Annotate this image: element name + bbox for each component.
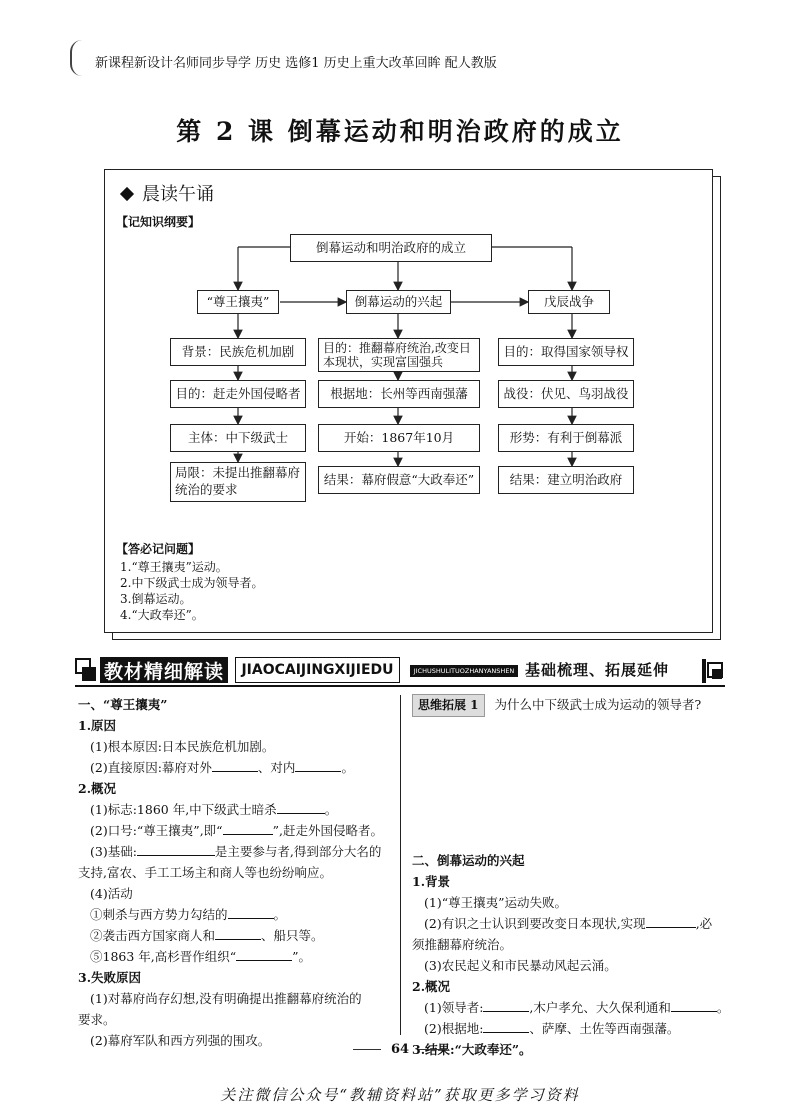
banner-title: 教材精细解读 <box>100 657 228 683</box>
fill-blank[interactable] <box>277 801 325 814</box>
line-bg-2: (2)有识之士认识到要改变日本现状,实现 ,必 <box>424 916 713 931</box>
branch3-item-4: 结果：建立明治政府 <box>498 466 634 494</box>
branch2-item-3: 开始：1867年10月 <box>318 424 480 452</box>
branch1-item-4: 局限：未提出推翻幕府统治的要求 <box>170 462 306 502</box>
banner-rule <box>75 685 725 687</box>
running-header: 新课程新设计名师同步导学 历史 选修1 历史上重大改革回眸 配人教版 <box>95 56 497 71</box>
footer-note: 关注微信公众号“教辅资料站”获取更多学习资料 <box>220 1086 580 1104</box>
mindmap-root: 倒幕运动和明治政府的成立 <box>290 234 492 262</box>
fill-blank[interactable] <box>646 915 696 928</box>
line-activity-1: ①刺杀与西方势力勾结的 。 <box>90 907 287 922</box>
line-bg-1: (1)“尊王攘夷”运动失败。 <box>424 895 567 910</box>
line-activity-3: ⑤1863 年,高杉晋作组织“ ”。 <box>90 949 312 964</box>
thinking-prompt <box>412 694 732 717</box>
line-direct-cause: (2)直接原因:幕府对外 、对内 。 <box>90 760 354 775</box>
fill-blank[interactable] <box>295 759 341 772</box>
heading-overview: 2.概况 <box>78 781 117 796</box>
questions-label: 【答必记问题】 <box>116 542 201 556</box>
fill-blank[interactable] <box>671 999 717 1012</box>
line-bg-3: (3)农民起义和市民暴动风起云涌。 <box>424 958 617 973</box>
page-number <box>0 1042 800 1057</box>
section-2-title: 二、倒幕运动的兴起 <box>412 853 525 868</box>
line-base: (3)基础: 是主要参与者,得到部分大名的 <box>90 844 382 859</box>
question-1: 1.“尊王攘夷”运动。 <box>120 560 228 574</box>
branch-title-1: “尊王攘夷” <box>197 290 279 314</box>
branch2-item-2: 根据地：长州等西南强藩 <box>318 380 480 408</box>
branch3-item-1: 目的：取得国家领导权 <box>498 338 634 366</box>
fill-blank[interactable] <box>228 906 274 919</box>
fill-blank[interactable] <box>483 999 529 1012</box>
branch1-item-3: 主体：中下级武士 <box>170 424 306 452</box>
branch-title-2: 倒幕运动的兴起 <box>346 290 451 314</box>
fill-blank[interactable] <box>223 822 273 835</box>
column-divider <box>400 695 401 1035</box>
heading-overview-2: 2.概况 <box>412 979 451 994</box>
left-column <box>78 694 396 1051</box>
fill-blank[interactable] <box>137 843 215 856</box>
banner-left-icon <box>75 657 97 685</box>
banner-subtitle: 基础梳理、拓展延伸 <box>525 661 670 679</box>
line-base-area: (2)根据地: 、萨摩、土佐等西南强藩。 <box>424 1021 680 1036</box>
line-failure-2: (2)幕府军队和西方列强的围攻。 <box>90 1033 271 1048</box>
fill-blank[interactable] <box>236 948 292 961</box>
line-leaders: (1)领导者: ,木户孝允、大久保利通和 。 <box>424 1000 730 1015</box>
line-failure-1: (1)对幕府尚存幻想,没有明确提出推翻幕府统治的 <box>90 991 362 1006</box>
lesson-title: 第 2 课 倒幕运动和明治政府的成立 <box>176 117 624 146</box>
fill-blank[interactable] <box>483 1020 529 1033</box>
line-activity-2: ②袭击西方国家商人和 、船只等。 <box>90 928 324 943</box>
thinking-question: 为什么中下级武士成为运动的领导者? <box>494 697 702 712</box>
heading-result: 3.结果:“大政奉还”。 <box>412 1042 532 1057</box>
heading-background: 1.背景 <box>412 874 451 889</box>
line-slogan: (2)口号:“尊王攘夷”,即“ ”,赶走外国侵略者。 <box>90 823 383 838</box>
line-marker: (1)标志:1860 年,中下级武士暗杀 。 <box>90 802 338 817</box>
heading-failure: 3.失败原因 <box>78 970 142 985</box>
right-column-lower <box>412 850 732 1060</box>
line-failure-1-cont: 要求。 <box>78 1012 116 1027</box>
fill-blank[interactable] <box>212 759 258 772</box>
line-root-cause: (1)根本原因:日本民族危机加剧。 <box>90 739 275 754</box>
branch3-item-3: 形势：有利于倒幕派 <box>498 424 634 452</box>
branch-title-3: 戊辰战争 <box>528 290 610 314</box>
thinking-tag: 思维拓展 1 <box>412 694 485 717</box>
branch3-item-2: 战役：伏见、鸟羽战役 <box>498 380 634 408</box>
outline-label: 【记知识纲要】 <box>116 215 201 229</box>
right-column <box>412 694 732 717</box>
banner-right-icon <box>700 657 724 685</box>
line-base-cont: 支持,富农、手工工场主和商人等也纷纷响应。 <box>78 865 332 880</box>
question-4: 4.“大政奉还”。 <box>120 608 204 622</box>
branch1-item-1: 背景：民族危机加剧 <box>170 338 306 366</box>
banner-small-pinyin: JICHUSHULITUOZHANYANSHEN <box>410 665 518 677</box>
line-activities: (4)活动 <box>90 886 133 901</box>
section-1-title: 一、“尊王攘夷” <box>78 697 168 712</box>
line-bg-2-cont: 须推翻幕府统治。 <box>412 937 513 952</box>
morning-reading-title: 晨读午诵 <box>142 184 214 205</box>
heading-causes: 1.原因 <box>78 718 117 733</box>
page-number-text: 64 <box>390 1042 410 1057</box>
branch2-item-4: 结果：幕府假意“大政奉还” <box>318 466 480 494</box>
question-3: 3.倒幕运动。 <box>120 592 192 606</box>
banner-pinyin: JIAOCAIJINGXIJIEDU <box>235 657 400 683</box>
fill-blank[interactable] <box>215 927 261 940</box>
question-2: 2.中下级武士成为领导者。 <box>120 576 264 590</box>
branch1-item-2: 目的：赶走外国侵略者 <box>170 380 306 408</box>
branch2-item-1: 目的：推翻幕府统治,改变日本现状，实现富国强兵 <box>318 338 480 372</box>
